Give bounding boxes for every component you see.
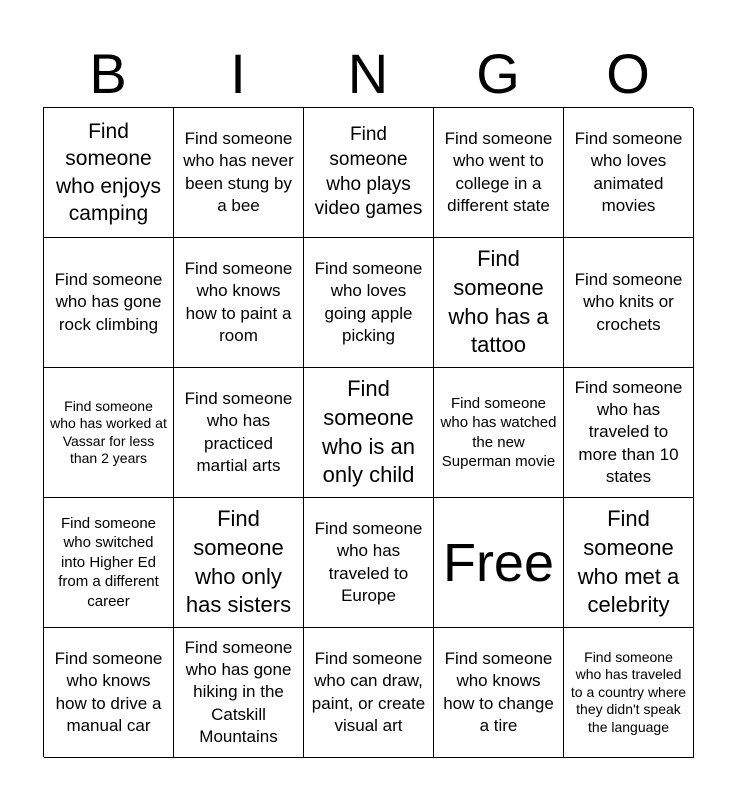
cell-text: Find someone who has watched the new Superman movie (440, 394, 557, 470)
cell-text: Find someone who went to college in a different state (444, 129, 553, 215)
bingo-cell-r4c2[interactable] (174, 498, 304, 628)
cell-text: Find someone who has gone rock climbing (54, 270, 163, 334)
cell-text: Find someone who switched into Higher Ed from a different career (58, 514, 159, 610)
cell-text: Find someone who can draw, paint, or create visual art (311, 649, 426, 735)
bingo-cell-r3c3[interactable] (304, 368, 434, 498)
bingo-cell-r2c3[interactable] (304, 238, 434, 368)
bingo-cell-r1c2[interactable] (174, 108, 304, 238)
cell-text: Find someone who loves animated movies (574, 129, 683, 215)
cell-text: Find someone who has traveled to more than 10 states (574, 378, 683, 486)
bingo-cell-r3c5[interactable] (564, 368, 694, 498)
cell-text: Find someone who has a tattoo (448, 246, 549, 358)
cell-text: Find someone who only has sisters (185, 506, 292, 618)
bingo-cell-r2c5[interactable] (564, 238, 694, 368)
cell-text: Find someone who enjoys camping (55, 119, 162, 225)
free-space-text: Free (442, 532, 555, 593)
cell-text: Find someone who has gone hiking in the Catskill Mountains (184, 638, 293, 746)
cell-text: Find someone who has never been stung by a bee (183, 129, 294, 215)
bingo-cell-r5c1[interactable] (44, 628, 174, 758)
bingo-cell-r5c5[interactable] (564, 628, 694, 758)
bingo-cell-r1c4[interactable] (434, 108, 564, 238)
bingo-header (43, 40, 693, 108)
bingo-cell-r5c3[interactable] (304, 628, 434, 758)
header-letter-g: G (476, 42, 520, 105)
bingo-cell-free[interactable] (434, 498, 564, 628)
bingo-cell-r5c4[interactable] (434, 628, 564, 758)
cell-text: Find someone who has traveled to a country where they didn't speak the language (570, 648, 687, 735)
cell-text: Find someone who knows how to paint a room (184, 259, 293, 345)
cell-text: Find someone who has practiced martial arts (184, 389, 293, 475)
bingo-cell-r3c2[interactable] (174, 368, 304, 498)
cell-text: Find someone who has worked at Vassar for less than 2 years (50, 397, 167, 466)
bingo-cell-r4c5[interactable] (564, 498, 694, 628)
cell-text: Find someone who knows how to change a tire (443, 649, 554, 735)
bingo-cell-r2c2[interactable] (174, 238, 304, 368)
header-letter-i: I (230, 42, 246, 105)
bingo-cell-r5c2[interactable] (174, 628, 304, 758)
bingo-cell-r2c4[interactable] (434, 238, 564, 368)
cell-text: Find someone who knows how to drive a manual car (54, 649, 163, 735)
bingo-board (43, 107, 693, 757)
header-letter-n: N (347, 42, 389, 105)
cell-text: Find someone who loves going apple picking (314, 259, 423, 345)
bingo-cell-r1c3[interactable] (304, 108, 434, 238)
cell-text: Find someone who met a celebrity (577, 506, 680, 618)
cell-text: Find someone who knits or crochets (574, 270, 683, 334)
header-letter-b: B (89, 42, 127, 105)
bingo-cell-r1c5[interactable] (564, 108, 694, 238)
cell-text: Find someone who plays video games (314, 124, 423, 220)
bingo-cell-r4c3[interactable] (304, 498, 434, 628)
cell-text: Find someone who has traveled to Europe (314, 519, 423, 605)
bingo-cell-r1c1[interactable] (44, 108, 174, 238)
bingo-cell-r3c1[interactable] (44, 368, 174, 498)
bingo-cell-r4c1[interactable] (44, 498, 174, 628)
bingo-cell-r2c1[interactable] (44, 238, 174, 368)
header-letter-o: O (606, 42, 650, 105)
cell-text: Find someone who is an only child (322, 376, 415, 488)
bingo-cell-r3c4[interactable] (434, 368, 564, 498)
